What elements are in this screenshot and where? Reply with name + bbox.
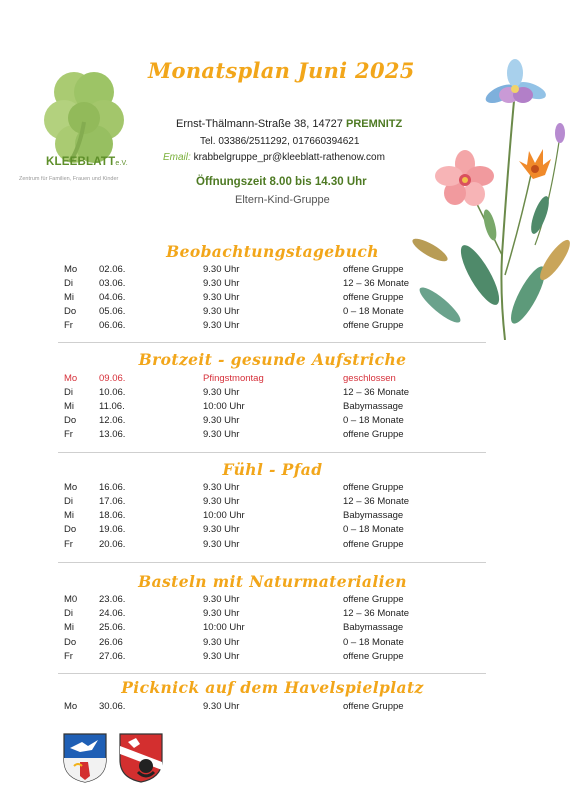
row-date: 13.06. xyxy=(99,429,126,440)
row-date: 20.06. xyxy=(99,539,126,550)
row-date: 10.06. xyxy=(99,387,126,398)
row-day: Do xyxy=(64,637,77,648)
row-date: 12.06. xyxy=(99,415,126,426)
row-time: 10:00 Uhr xyxy=(203,510,245,521)
row-day: Fr xyxy=(64,539,73,550)
row-info: offene Gruppe xyxy=(343,651,404,662)
phone-number: Tel. 03386/2511292, 017660394621 xyxy=(200,136,360,147)
section-title: Basteln mit Naturmaterialien xyxy=(138,572,407,591)
table-row xyxy=(64,594,484,608)
email-line xyxy=(163,152,385,163)
coat-of-arms-icon xyxy=(62,732,108,784)
logo-name-text: KLEEBLATT xyxy=(46,156,116,168)
row-time: 9.30 Uhr xyxy=(203,524,240,535)
table-row xyxy=(64,510,484,524)
row-info: offene Gruppe xyxy=(343,292,404,303)
row-info: 0 – 18 Monate xyxy=(343,415,404,426)
row-time: 9.30 Uhr xyxy=(203,387,240,398)
row-info: offene Gruppe xyxy=(343,594,404,605)
table-row xyxy=(64,429,484,443)
opening-hours: Öffnungszeit 8.00 bis 14.30 Uhr xyxy=(196,176,367,188)
table-row xyxy=(64,496,484,510)
row-info: offene Gruppe xyxy=(343,539,404,550)
row-date: 27.06. xyxy=(99,651,126,662)
row-date: 05.06. xyxy=(99,306,126,317)
row-info: 12 – 36 Monate xyxy=(343,608,410,619)
row-time: 9.30 Uhr xyxy=(203,292,240,303)
section-title: Fühl - Pfad xyxy=(222,460,323,479)
row-day: Do xyxy=(64,306,77,317)
row-time: 9.30 Uhr xyxy=(203,637,240,648)
row-time: 9.30 Uhr xyxy=(203,608,240,619)
row-day: Do xyxy=(64,524,77,535)
row-date: 03.06. xyxy=(99,278,126,289)
table-row xyxy=(64,482,484,496)
logo-suffix: e.V. xyxy=(115,160,128,167)
logo-tagline: Zentrum für Familien, Frauen und Kinder xyxy=(19,176,119,182)
row-info: Babymassage xyxy=(343,622,404,633)
divider xyxy=(58,562,486,563)
clover-logo-icon xyxy=(22,62,162,192)
email-address[interactable]: krabbelgruppe_pr@kleeblatt-rathenow.com xyxy=(193,152,385,163)
row-time: 9.30 Uhr xyxy=(203,306,240,317)
row-info: 0 – 18 Monate xyxy=(343,637,404,648)
row-info: offene Gruppe xyxy=(343,320,404,331)
row-date: 09.06. xyxy=(99,373,126,384)
row-date: 04.06. xyxy=(99,292,126,303)
row-date: 16.06. xyxy=(99,482,126,493)
divider xyxy=(58,673,486,674)
row-time: 9.30 Uhr xyxy=(203,278,240,289)
row-date: 17.06. xyxy=(99,496,126,507)
row-date: 06.06. xyxy=(99,320,126,331)
row-info: Babymassage xyxy=(343,510,404,521)
coat-of-arms-icon xyxy=(118,732,164,784)
row-day: Mi xyxy=(64,292,75,303)
row-day: Mo xyxy=(64,482,78,493)
row-info: 0 – 18 Monate xyxy=(343,524,404,535)
table-row xyxy=(64,320,484,334)
row-time: 9.30 Uhr xyxy=(203,429,240,440)
row-time: 9.30 Uhr xyxy=(203,415,240,426)
row-date: 11.06. xyxy=(99,401,125,412)
row-day: Mo xyxy=(64,264,78,275)
row-info: offene Gruppe xyxy=(343,701,404,712)
section-title: Beobachtungstagebuch xyxy=(166,242,379,261)
row-date: 23.06. xyxy=(99,594,126,605)
row-time: 9.30 Uhr xyxy=(203,264,240,275)
table-row xyxy=(64,608,484,622)
table-row xyxy=(64,415,484,429)
page-title: Monatsplan Juni 2025 xyxy=(148,58,415,83)
row-info: 12 – 36 Monate xyxy=(343,278,410,289)
logo-name xyxy=(46,156,128,168)
row-time: 9.30 Uhr xyxy=(203,651,240,662)
table-row xyxy=(64,401,484,415)
row-day: Fr xyxy=(64,320,73,331)
row-day: Di xyxy=(64,608,73,619)
row-day: Mi xyxy=(64,622,75,633)
row-day: Do xyxy=(64,415,77,426)
row-time: Pfingstmontag xyxy=(203,373,264,384)
section-title: Brotzeit - gesunde Aufstriche xyxy=(138,350,407,369)
row-info: Babymassage xyxy=(343,401,404,412)
row-day: Mo xyxy=(64,373,78,384)
row-time: 9.30 Uhr xyxy=(203,539,240,550)
row-date: 25.06. xyxy=(99,622,126,633)
section-title: Picknick auf dem Havelspielplatz xyxy=(121,678,424,697)
table-row xyxy=(64,637,484,651)
row-time: 9.30 Uhr xyxy=(203,496,240,507)
row-day: Fr xyxy=(64,429,73,440)
row-info: 0 – 18 Monate xyxy=(343,306,404,317)
row-date: 18.06. xyxy=(99,510,126,521)
row-time: 9.30 Uhr xyxy=(203,701,240,712)
row-info: offene Gruppe xyxy=(343,482,404,493)
row-day: Mo xyxy=(64,701,78,712)
row-info: geschlossen xyxy=(343,373,396,384)
table-row xyxy=(64,292,484,306)
row-day: Di xyxy=(64,278,73,289)
row-info: offene Gruppe xyxy=(343,429,404,440)
address xyxy=(176,118,402,130)
row-date: 24.06. xyxy=(99,608,126,619)
row-day: Mi xyxy=(64,401,75,412)
row-date: 30.06. xyxy=(99,701,126,712)
table-row xyxy=(64,387,484,401)
table-row xyxy=(64,264,484,278)
row-date: 02.06. xyxy=(99,264,126,275)
row-info: 12 – 36 Monate xyxy=(343,387,410,398)
row-day: Di xyxy=(64,387,73,398)
table-row xyxy=(64,278,484,292)
row-info: offene Gruppe xyxy=(343,264,404,275)
row-date: 19.06. xyxy=(99,524,126,535)
row-day: Fr xyxy=(64,651,73,662)
table-row xyxy=(64,306,484,320)
address-street: Ernst-Thälmann-Straße 38, 14727 xyxy=(176,118,343,130)
row-date: 26.06 xyxy=(99,637,123,648)
row-time: 9.30 Uhr xyxy=(203,594,240,605)
row-day: M0 xyxy=(64,594,78,605)
row-day: Mi xyxy=(64,510,75,521)
row-time: 9.30 Uhr xyxy=(203,482,240,493)
table-row xyxy=(64,524,484,538)
divider xyxy=(58,452,486,453)
table-row xyxy=(64,373,484,387)
address-city: PREMNITZ xyxy=(345,118,403,130)
row-time: 10:00 Uhr xyxy=(203,401,245,412)
divider xyxy=(58,342,486,343)
row-day: Di xyxy=(64,496,73,507)
email-label: Email: xyxy=(163,152,191,163)
table-row xyxy=(64,539,484,553)
table-row xyxy=(64,651,484,665)
table-row xyxy=(64,701,484,715)
row-info: 12 – 36 Monate xyxy=(343,496,410,507)
group-name: Eltern-Kind-Gruppe xyxy=(235,194,330,206)
row-time: 9.30 Uhr xyxy=(203,320,240,331)
table-row xyxy=(64,622,484,636)
row-time: 10:00 Uhr xyxy=(203,622,245,633)
